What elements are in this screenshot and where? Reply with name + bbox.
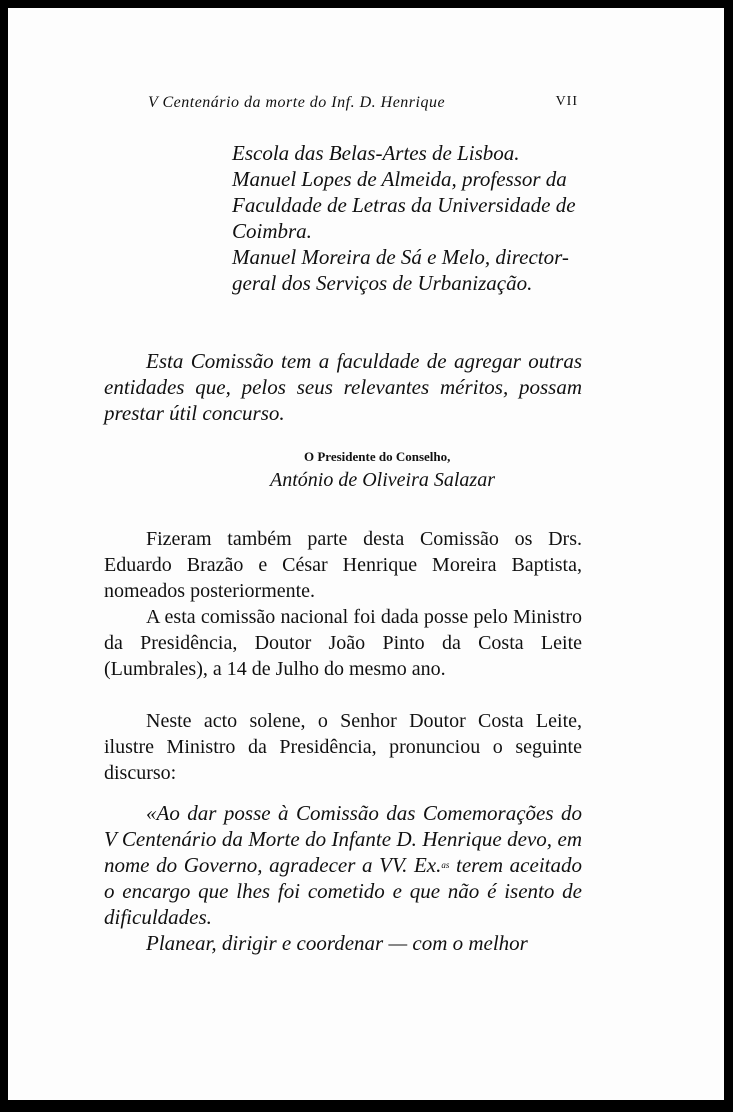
commission-paragraph: Esta Comissão tem a faculdade de agregar outras entidades que, pelos seus relevantes méritos, possam prestar útil concurso. [104,349,582,425]
signature-name: António de Oliveira Salazar [270,469,495,491]
speech-next-line: Planear, dirigir e coordenar — com o melhor [146,931,528,955]
member-entry: Escola das Belas-Artes de Lisboa. [232,141,520,165]
speech-superscript: as [441,860,450,870]
body-paragraph: Fizeram também parte desta Comissão os Drs. Eduardo Brazão e César Henrique Moreira Baptista, nomeados posteriormente. [104,528,582,602]
body-paragraph: Neste acto solene, o Senhor Doutor Costa Leite, ilustre Ministro da Presidência, pronunciou o seguinte discurso: [104,710,582,784]
page-number: VII [555,94,578,109]
running-title: V Centenário da morte do Inf. D. Henrique [148,94,446,111]
running-header [148,94,578,112]
book-page [8,8,724,1100]
speech-text: «Ao dar posse à Comissão das Comemorações do V Centenário da Morte do Infante D. Henrique devo, em nome do Governo, agradecer a VV. Ex. [104,801,582,877]
member-entry: Manuel Lopes de Almeida, professor da Faculdade de Letras da Universidade de Coimbra. [232,167,576,243]
speech-paragraph [104,800,582,930]
member-list [232,140,582,296]
body-paragraph: A esta comissão nacional foi dada posse pelo Ministro da Presidência, Doutor João Pinto da Costa Leite (Lumbrales), a 14 de Julho do mesmo ano. [104,606,582,680]
speech-text-continued: terem aceitado o encargo que lhes foi cometido e que não é isento de dificuldades. [104,853,582,929]
signature-title: O Presidente do Conselho, [304,449,451,464]
member-entry: Manuel Moreira de Sá e Melo, director-geral dos Serviços de Urbanização. [232,245,569,295]
